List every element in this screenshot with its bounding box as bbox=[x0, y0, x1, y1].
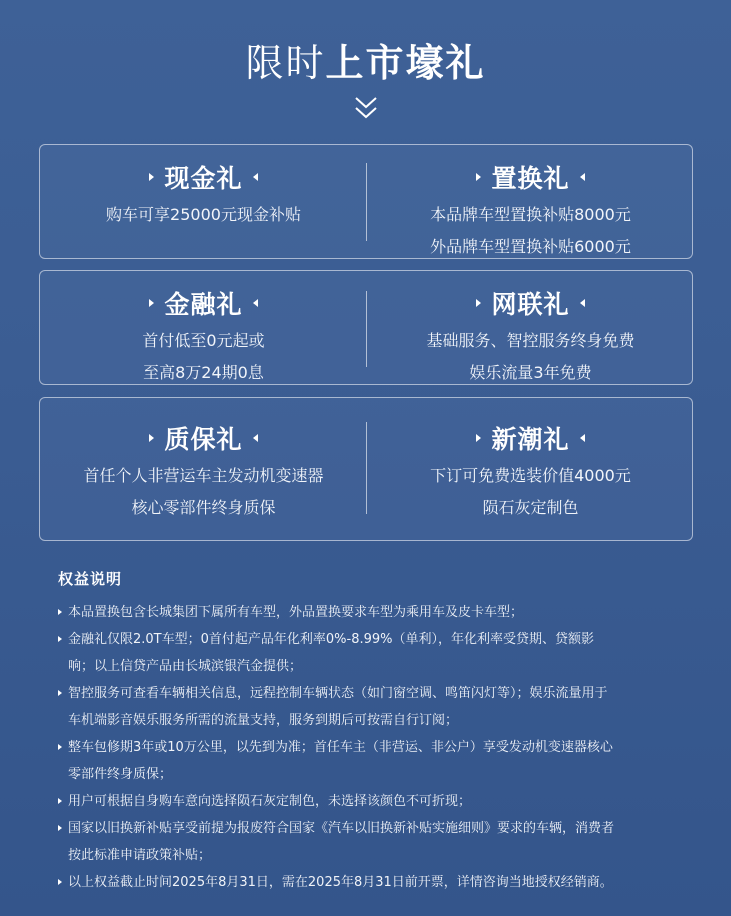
note-item: 智控服务可查看车辆相关信息，远程控制车辆状态（如门窗空调、鸣笛闪灯等）；娱乐流量用于 车机端影音娱乐服务所需的流量支持，服务到期后可按需自行订阅； bbox=[58, 680, 678, 734]
benefit-card-3 bbox=[39, 397, 693, 541]
triangle-right-icon bbox=[476, 299, 481, 307]
connectivity-gift-line-1: 基础服务、智控服务终身免费 bbox=[426, 331, 635, 350]
finance-gift bbox=[40, 285, 367, 389]
benefit-card-1 bbox=[39, 144, 693, 259]
triangle-bullet-icon bbox=[58, 636, 62, 642]
cash-gift-line-1: 购车可享25000元现金补贴 bbox=[106, 205, 301, 224]
double-chevron-down-icon bbox=[354, 96, 378, 122]
page-title bbox=[0, 32, 731, 87]
triangle-right-icon bbox=[476, 434, 481, 442]
trade-in-gift-title: 置换礼 bbox=[367, 159, 694, 195]
note-item: 整车包修期3年或10万公里，以先到为准；首任车主（非营运、非公户）享受发动机变速器核心 零部件终身质保； bbox=[58, 734, 678, 788]
finance-gift-line-1: 首付低至0元起或 bbox=[142, 331, 265, 350]
note-item: 金融礼仅限2.0T车型；0首付起产品年化利率0%-8.99%（单利），年化利率受贷期、贷额影 响；以上信贷产品由长城滨银汽金提供； bbox=[58, 626, 678, 680]
notes-list bbox=[58, 599, 678, 896]
triangle-left-icon bbox=[253, 434, 258, 442]
triangle-right-icon bbox=[476, 173, 481, 181]
trendy-gift bbox=[367, 420, 694, 524]
note-item: 用户可根据自身购车意向选择陨石灰定制色，未选择该颜色不可折现； bbox=[58, 788, 678, 815]
title-bold: 上市壕礼 bbox=[325, 41, 486, 85]
note-item: 国家以旧换新补贴享受前提为报废符合国家《汽车以旧换新补贴实施细则》要求的车辆，消费者 按此标准申请政策补贴； bbox=[58, 815, 678, 869]
connectivity-gift bbox=[367, 285, 694, 389]
finance-gift-title: 金融礼 bbox=[40, 285, 367, 321]
triangle-bullet-icon bbox=[58, 690, 62, 696]
title-light: 限时 bbox=[245, 41, 326, 85]
trade-in-gift-line-2: 外品牌车型置换补贴6000元 bbox=[430, 237, 631, 256]
finance-gift-line-2: 至高8万24期0息 bbox=[143, 363, 264, 382]
triangle-bullet-icon bbox=[58, 798, 62, 804]
cash-gift bbox=[40, 159, 367, 231]
notes-heading: 权益说明 bbox=[58, 570, 123, 588]
warranty-gift-line-1: 首任个人非营运车主发动机变速器 bbox=[83, 466, 324, 485]
note-item: 以上权益截止时间2025年8月31日，需在2025年8月31日前开票，详情咨询当地授权经销商。 bbox=[58, 869, 678, 896]
triangle-left-icon bbox=[253, 173, 258, 181]
triangle-left-icon bbox=[253, 299, 258, 307]
triangle-bullet-icon bbox=[58, 879, 62, 885]
triangle-right-icon bbox=[149, 434, 154, 442]
triangle-bullet-icon bbox=[58, 744, 62, 750]
cash-gift-title: 现金礼 bbox=[40, 159, 367, 195]
warranty-gift-line-2: 核心零部件终身质保 bbox=[131, 498, 276, 517]
note-item: 本品置换包含长城集团下属所有车型，外品置换要求车型为乘用车及皮卡车型； bbox=[58, 599, 678, 626]
triangle-bullet-icon bbox=[58, 825, 62, 831]
triangle-left-icon bbox=[580, 434, 585, 442]
warranty-gift-title: 质保礼 bbox=[40, 420, 367, 456]
triangle-left-icon bbox=[580, 299, 585, 307]
connectivity-gift-title: 网联礼 bbox=[367, 285, 694, 321]
trade-in-gift-line-1: 本品牌车型置换补贴8000元 bbox=[430, 205, 631, 224]
triangle-right-icon bbox=[149, 299, 154, 307]
benefit-notes bbox=[58, 568, 678, 896]
connectivity-gift-line-2: 娱乐流量3年免费 bbox=[469, 363, 592, 382]
warranty-gift bbox=[40, 420, 367, 524]
trendy-gift-line-1: 下订可免费选装价值4000元 bbox=[430, 466, 631, 485]
trendy-gift-title: 新潮礼 bbox=[367, 420, 694, 456]
triangle-right-icon bbox=[149, 173, 154, 181]
trendy-gift-line-2: 陨石灰定制色 bbox=[482, 498, 579, 517]
benefit-card-2 bbox=[39, 270, 693, 385]
triangle-left-icon bbox=[580, 173, 585, 181]
triangle-bullet-icon bbox=[58, 609, 62, 615]
trade-in-gift bbox=[367, 159, 694, 263]
